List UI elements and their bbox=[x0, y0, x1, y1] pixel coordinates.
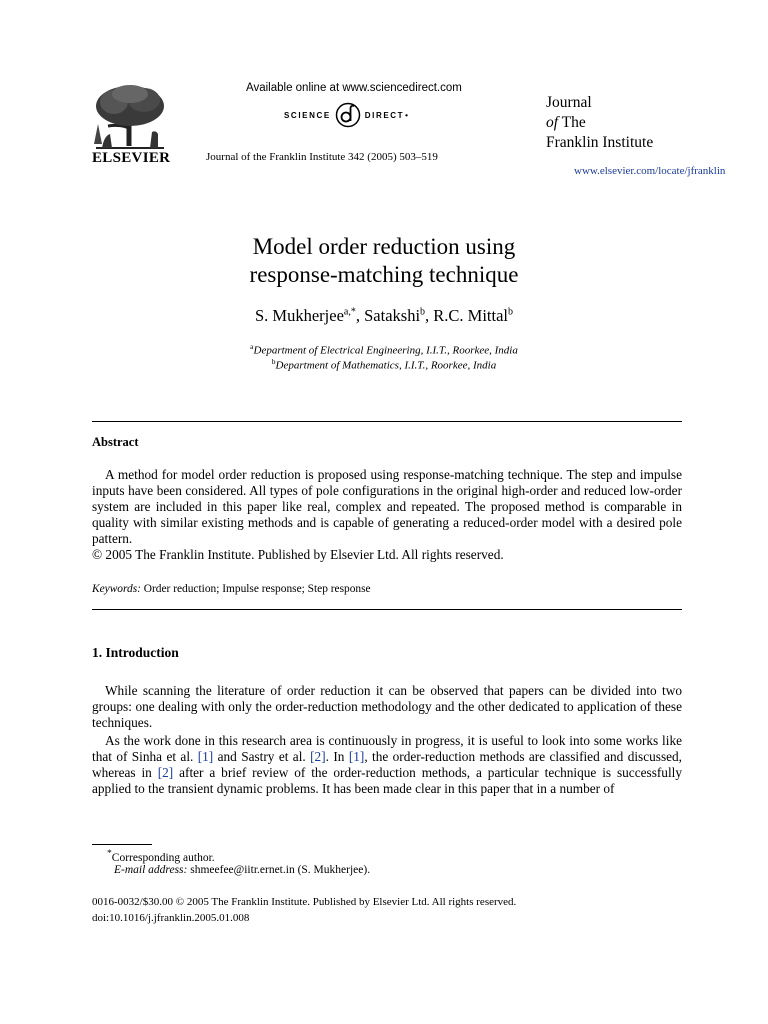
journal-name bbox=[546, 93, 653, 153]
author-name: S. Mukherjee bbox=[255, 306, 344, 325]
journal-name-line1: Journal bbox=[546, 94, 592, 111]
affiliation-marker: b bbox=[271, 357, 276, 366]
author-affiliation-marker[interactable]: b bbox=[508, 306, 513, 318]
para-text: after a brief review of the order-reduction methods, a particular technique is successfully applied to the transient dynamic problems. It has been made clear in this paper that in a number of bbox=[92, 765, 682, 796]
sciencedirect-d-icon bbox=[335, 102, 361, 128]
footnote-marker: * bbox=[107, 848, 112, 859]
email-note bbox=[114, 864, 370, 876]
corresponding-author-note bbox=[107, 848, 215, 864]
abstract-heading: Abstract bbox=[92, 435, 139, 449]
sciencedirect-logo bbox=[284, 100, 410, 130]
journal-name-line2 bbox=[546, 113, 653, 133]
author-list bbox=[0, 306, 768, 326]
sciencedirect-logo-left: SCIENCE bbox=[284, 110, 331, 120]
author-separator: , bbox=[355, 306, 365, 325]
citation-link[interactable]: [1] bbox=[197, 749, 214, 764]
affiliation-marker: a bbox=[250, 342, 254, 351]
issn-copyright-line: 0016-0032/$30.00 © 2005 The Franklin Institute. Published by Elsevier Ltd. All rights reserved. bbox=[92, 896, 517, 908]
paper-title-line2: response-matching technique bbox=[249, 262, 519, 287]
author-name: R.C. Mittal bbox=[433, 306, 508, 325]
abstract-copyright: © 2005 The Franklin Institute. Published by Elsevier Ltd. All rights reserved. bbox=[92, 547, 504, 562]
journal-name-the: The bbox=[558, 114, 586, 131]
paper-title-line1: Model order reduction using bbox=[252, 234, 516, 259]
section-heading-introduction: 1. Introduction bbox=[92, 645, 179, 660]
journal-citation: Journal of the Franklin Institute 342 (2005) 503–519 bbox=[206, 151, 438, 163]
affiliation-text: Department of Mathematics, I.I.T., Roorkee, India bbox=[275, 359, 497, 372]
introduction-paragraph-1: While scanning the literature of order reduction it can be observed that papers can be divided into two groups: one dealing with only the order-reduction methodology and the other dedicated to application of these techniques. bbox=[92, 683, 682, 730]
paper-title bbox=[0, 233, 768, 289]
citation-link[interactable]: [2] bbox=[157, 765, 174, 780]
abstract-top-rule bbox=[92, 421, 682, 422]
author-affiliation-marker[interactable]: b bbox=[420, 306, 426, 318]
footnote-rule bbox=[92, 844, 152, 845]
doi-line[interactable]: doi:10.1016/j.jfranklin.2005.01.008 bbox=[92, 912, 250, 924]
journal-name-line3: Franklin Institute bbox=[546, 134, 654, 151]
citation-link[interactable]: [2] bbox=[310, 749, 326, 764]
abstract-body: A method for model order reduction is proposed using response-matching technique. The step and impulse inputs have been considered. All types of pole configurations in the original high-order and reduced low-order system are included in this paper like real, complex and repeated. The proposed method is comparable in quality with similar existing methods and is capable of generating a reduced-order model with a desired pole pattern. bbox=[92, 467, 682, 546]
abstract-bottom-rule bbox=[92, 609, 682, 610]
email-address[interactable]: shmeefee@iitr.ernet.in (S. Mukherjee). bbox=[187, 864, 371, 876]
para-text: As the work done in this research area is continuously in progress, it is useful to look into some works like that of Sinha et al. bbox=[92, 733, 682, 764]
para-text: . In bbox=[325, 749, 349, 764]
sciencedirect-logo-mark: • bbox=[405, 110, 410, 120]
sciencedirect-logo-right: DIRECT bbox=[364, 110, 405, 120]
available-online-text: Available online at www.sciencedirect.com bbox=[246, 82, 462, 94]
affiliation-a bbox=[0, 342, 768, 357]
para-text: and Sastry et al. bbox=[213, 749, 311, 764]
citation-link[interactable]: [1] bbox=[348, 749, 365, 764]
keywords-label: Keywords: bbox=[92, 583, 141, 595]
keywords-line bbox=[92, 583, 371, 595]
email-label: E-mail address: bbox=[114, 864, 188, 876]
keywords-text: Order reduction; Impulse response; Step response bbox=[140, 583, 371, 595]
journal-name-of: of bbox=[546, 114, 559, 131]
introduction-paragraph-2 bbox=[92, 733, 682, 797]
para-text: , the order-reduction methods are classified and discussed, whereas in bbox=[92, 749, 682, 780]
footnote-text: Corresponding author. bbox=[111, 851, 215, 864]
author-affiliation-marker[interactable]: a,* bbox=[343, 306, 356, 318]
author-separator: , bbox=[425, 306, 434, 325]
affiliation-text: Department of Electrical Engineering, I.I.T., Roorkee, India bbox=[253, 344, 518, 357]
author-name: Satakshi bbox=[364, 306, 421, 325]
journal-url-link[interactable]: www.elsevier.com/locate/jfranklin bbox=[574, 165, 726, 177]
affiliation-b bbox=[0, 357, 768, 372]
publisher-name: ELSEVIER bbox=[92, 150, 171, 166]
abstract-text bbox=[92, 467, 682, 563]
